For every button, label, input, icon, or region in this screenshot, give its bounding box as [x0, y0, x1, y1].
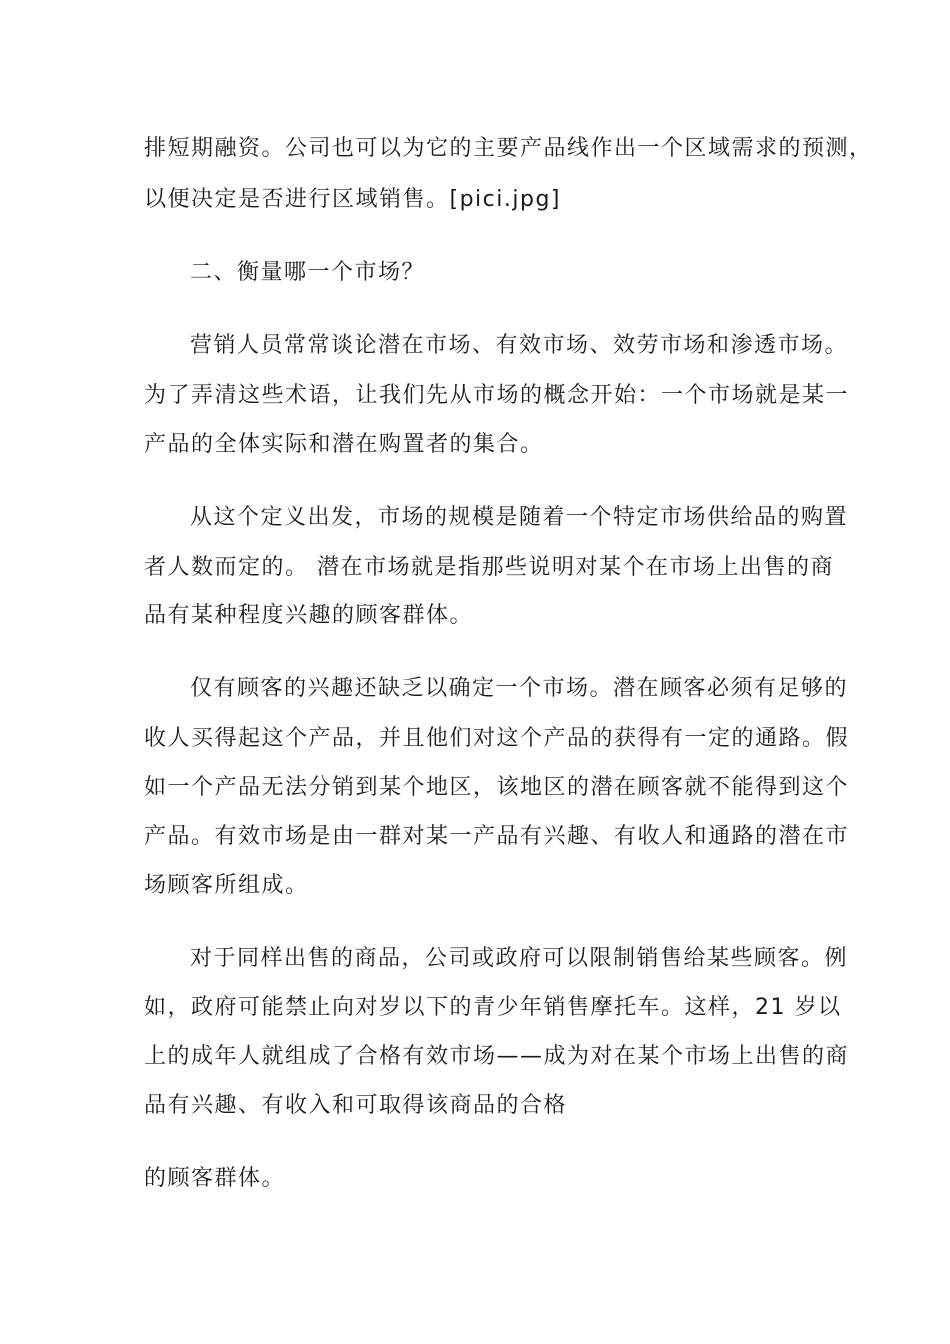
body-text-line: 营销人员常常谈论潜在市场、有效市场、效劳市场和渗透市场。: [190, 333, 849, 358]
body-text-line: 仅有顾客的兴趣还缺乏以确定一个市场。潜在顾客必须有足够的: [190, 676, 849, 701]
body-text-line: 为了弄清这些术语，让我们先从市场的概念开始：一个市场就是某一: [144, 383, 850, 408]
body-text-line: 排短期融资。公司也可以为它的主要产品线作出一个区域需求的预测，: [144, 136, 873, 161]
body-text-line: 的顾客群体。: [144, 1166, 286, 1191]
body-text-line: 从这个定义出发，市场的规模是随着一个特定市场供给品的购置: [190, 505, 849, 530]
body-text-line: 上的成年人就组成了合格有效市场——成为对在某个市场上出售的商: [144, 1044, 850, 1069]
body-text-line: 场顾客所组成。: [144, 873, 309, 898]
body-text-line: 品有兴趣、有收入和可取得该商品的合格: [144, 1093, 568, 1118]
body-text-line: 如一个产品无法分销到某个地区，该地区的潜在顾客就不能得到这个: [144, 775, 850, 800]
body-text-line: 如，政府可能禁止向对岁以下的青少年销售摩托车。这样，21 岁以: [144, 995, 842, 1020]
body-text-line: 品有某种程度兴趣的顾客群体。: [144, 603, 474, 628]
section-heading: 二、衡量哪一个市场？: [190, 260, 426, 285]
body-text-line: 对于同样出售的商品，公司或政府可以限制销售给某些顾客。例: [190, 946, 849, 971]
body-text-line: 产品。有效市场是由一群对某一产品有兴趣、有收人和通路的潜在市: [144, 824, 850, 849]
body-text-line: 产品的全体实际和潜在购置者的集合。: [144, 432, 544, 457]
body-text-line: 收人买得起这个产品，并且他们对这个产品的获得有一定的通路。假: [144, 726, 850, 751]
body-text-line: 以便决定是否进行区域销售。[pici.jpg]: [144, 187, 561, 212]
body-text-line: 者人数而定的。 潜在市场就是指那些说明对某个在市场上出售的商: [144, 555, 834, 580]
